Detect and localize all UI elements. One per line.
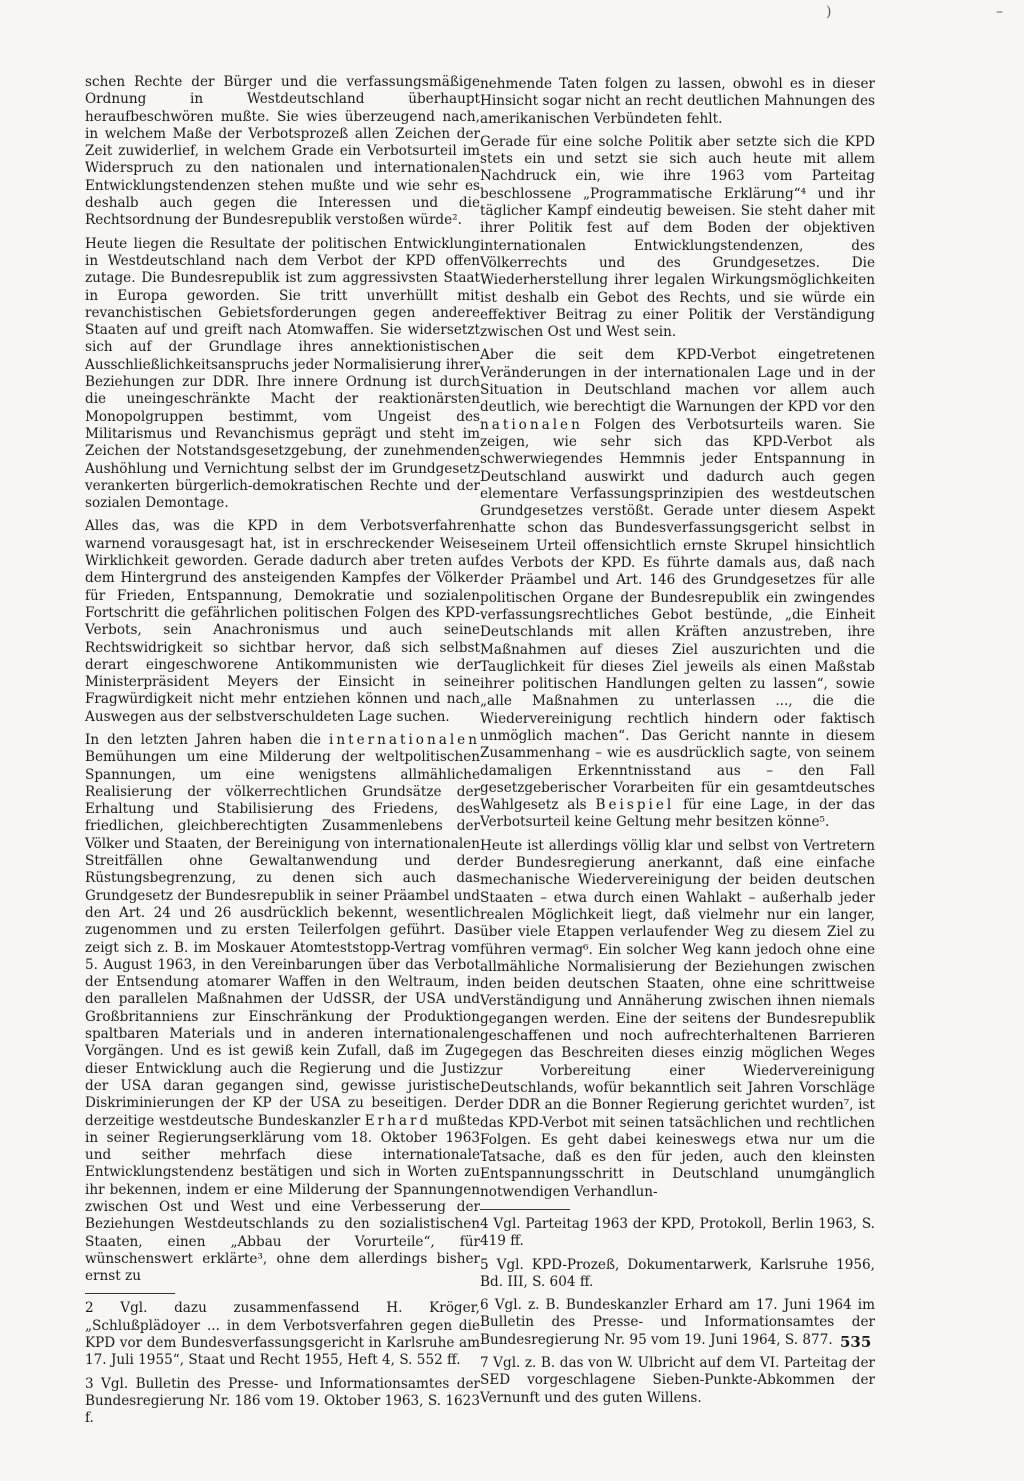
footnote-rule: [85, 1293, 175, 1294]
paragraph: Alles das, was die KPD in dem Verbotsverfahren warnend vorausgesagt hat, ist in erschreckender Weise Wirklichkeit geworden. Gerade dadurch aber treten auf dem Hintergrund des ansteigenden Kampfes der Völker für Frieden, Entspannung, Demokratie und sozialen Fortschritt die gefährlichen politischen Folgen des KPD-Verbots, sein Anachronismus und auch seine Rechtswidrigkeit so sichtbar hervor, daß sich selbst derart eingeschworene Antikommunisten wie der Ministerpräsident Meyers der Einsicht in seine Fragwürdigkeit nicht mehr entziehen können und nach Auswegen aus der selbstverschuldeten Lage suchen.: [85, 518, 480, 725]
footnote: 5 Vgl. KPD-Prozeß, Dokumentarwerk, Karlsruhe 1956, Bd. III, S. 604 ff.: [480, 1256, 875, 1290]
footnote: 3 Vgl. Bulletin des Presse- und Informationsamtes der Bundesregierung Nr. 186 vom 19. Oktober 1963, S. 1623 f.: [85, 1375, 480, 1427]
spaced-emphasis: nationalen: [480, 416, 583, 433]
paragraph: nehmende Taten folgen zu lassen, obwohl es in dieser Hinsicht sogar nicht an recht deutlichen Mahnungen des amerikanischen Verbündeten fehlt.: [480, 76, 875, 127]
left-column: [85, 74, 480, 1434]
footnote-rule: [480, 1209, 570, 1210]
edge-mark-top: ): [826, 4, 832, 20]
paragraph: [480, 347, 875, 831]
paragraph: Heute ist allerdings völlig klar und selbst von Vertretern der Bundesregierung anerkannt, daß eine einfache mechanische Wiedervereinigung der beiden deutschen Staaten – etwa durch einen Wahlakt – außerhalb jeder realen Möglichkeit liegt, daß vielmehr nur ein langer, über viele Etappen verlaufender Weg zu diesem Ziel zu führen vermag⁶. Ein solcher Weg kann jedoch ohne eine allmähliche Normalisierung der Beziehungen zwischen den beiden deutschen Staaten, ohne eine schrittweise Verständigung und Annäherung zwischen ihnen niemals gegangen werden. Eine der seitens der Bundesrepublik geschaffenen und noch aufrechterhaltenen Barrieren gegen das Beschreiten dieses einzig möglichen Weges zur Vorbereitung einer Wiedervereinigung Deutschlands, wofür bekanntlich seit Jahren Vorschläge der DDR an die Bonner Regierung gerichtet wurden⁷, ist das KPD-Verbot mit seinen tatsächlichen und rechtlichen Folgen. Es geht dabei keineswegs etwa nur um die Tatsache, daß es den für jeden, auch den kleinsten Entspannungsschritt in Deutschland unumgänglich notwendigen Verhandlun-: [480, 837, 875, 1200]
footnote: 6 Vgl. z. B. Bundeskanzler Erhard am 17. Juni 1964 im Bulletin des Presse- und Informationsamtes der Bundesregierung Nr. 95 vom 19. Juni 1964, S. 877.: [480, 1297, 875, 1348]
paragraph: schen Rechte der Bürger und die verfassungsmäßige Ordnung in Westdeutschland überhaupt heraufbeschwören mußte. Sie wies überzeugend nach, in welchem Maße der Verbotsprozeß allen Zeichen der Zeit zuwiderlief, in welchem Grade ein Verbotsurteil im Widerspruch zu den nationalen und internationalen Entwicklungstendenzen stehen mußte und wie sehr es deshalb auch gegen die Interessen und die Rechtsordnung der Bundesrepublik verstoßen würde².: [85, 74, 480, 229]
text-run: Aber die seit dem KPD-Verbot eingetretenen Veränderungen in der internationalen Lage und in der Situation in Deutschland machen vor allem auch deutlich, wie berechtigt die Warnungen der KPD vor den: [480, 347, 875, 416]
edge-mark-corner: –: [996, 4, 1003, 20]
text-run: für eine Lage, in der das Verbotsurteil keine Geltung mehr besitzen könne⁵.: [480, 797, 876, 831]
text-run: Bemühungen um eine Milderung der weltpolitischen Spannungen, um eine wenigstens allmähliche Realisierung der völkerrechtlichen Grundsätze der Erhaltung und Stabilisierung des Friedens, des friedlichen, gleichberechtigten Zusammenlebens der Völker und Staaten, der Bereinigung von internationalen Streitfällen ohne Gewaltanwendung und der Rüstungsbegrenzung, zu denen sich auch das Grundgesetz der Bundesrepublik in seiner Präambel und den Art. 24 und 26 ausdrücklich bekennt, wesentlich zugenommen und zu ersten Teilerfolgen geführt. Das zeigt sich z. B. im Moskauer Atomteststopp-Vertrag vom 5. August 1963, in den Vereinbarungen über das Verbot der Entsendung atomarer Waffen in den Weltraum, in den parallelen Maßnahmen der UdSSR, der USA und Großbritanniens zur Einschränkung der Produktion spaltbaren Materials und in anderen internationalen Vorgängen. Und es ist gewiß kein Zufall, daß im Zuge dieser Entwicklung auch die Regierung und die Justiz der USA daran gegangen sind, gewisse juristische Diskriminierungen der KP der USA zu beseitigen. Der derzeitige westdeutsche Bundeskanzler: [85, 749, 480, 1129]
paragraph: [85, 732, 480, 1286]
footnote: 2 Vgl. dazu zusammenfassend H. Kröger, „Schlußplädoyer ... in dem Verbotsverfahren gegen die KPD vor dem Bundesverfassungsgericht in Karlsruhe am 17. Juli 1955“, Staat und Recht 1955, Heft 4, S. 552 ff.: [85, 1300, 480, 1369]
spaced-emphasis: internationalen: [329, 731, 480, 748]
right-column: [480, 76, 875, 1413]
footnote: 4 Vgl. Parteitag 1963 der KPD, Protokoll, Berlin 1963, S. 419 ff.: [480, 1216, 875, 1250]
text-run: mußte in seiner Regierungserklärung vom 18. Oktober 1963 und seither mehrfach diese internationale Entwicklungstendenz bestätigen und sich in Worten zu ihr bekennen, indem er eine Milderung der Spannungen zwischen Ost und West und eine Verbesserung der Beziehungen Westdeutschlands zu den sozialistischen Staaten, einen „Abbau der Vorurteile“, für wünschenswert erklärte³, ohne dem allerdings bisher ernst zu: [85, 1112, 480, 1285]
paragraph: Heute liegen die Resultate der politischen Entwicklung in Westdeutschland nach dem Verbot der KPD offen zutage. Die Bundesrepublik ist zum aggressivsten Staat in Europa geworden. Sie tritt unverhüllt mit revanchistischen Gebietsforderungen gegen andere Staaten auf und greift nach Atomwaffen. Sie widersetzt sich auf der Grundlage ihres annektionistischen Ausschließlichkeitsanspruchs jeder Normalisierung ihrer Beziehungen zur DDR. Ihre innere Ordnung ist durch die uneingeschränkte Macht der reaktionärsten Monopolgruppen bestimmt, vom Ungeist des Militarismus und Revanchismus geprägt und steht im Zeichen der Notstandsgesetzgebung, der zunehmenden Aushöhlung und Vernichtung selbst der im Grundgesetz verankerten bürgerlich-demokratischen Rechte und der sozialen Demontage.: [85, 235, 480, 512]
spaced-emphasis: Beispiel: [595, 797, 675, 814]
text-run: In den letzten Jahren haben die: [85, 731, 330, 748]
page-number: 535: [840, 1333, 872, 1351]
text-run: Folgen des Verbotsurteils waren. Sie zeigen, wie sehr sich das KPD-Verbot als schwerwiegendes Hemmnis jeder Entspannung in Deutschland auswirkt und dadurch auch gegen elementare Verfassungsprinzipien des westdeutschen Grundgesetzes verstößt. Gerade unter diesem Aspekt hatte schon das Bundesverfassungsgericht selbst in seinem Urteil offensichtlich ernste Skrupel hinsichtlich des Verbots der KPD. Es führte damals aus, daß nach der Präambel und Art. 146 des Grundgesetzes für alle politischen Organe der Bundesrepublik ein zwingendes verfassungsrechtliches Gebot bestünde, „die Einheit Deutschlands mit allen Kräften anzustreben, ihre Maßnahmen auf dieses Ziel auszurichten und die Tauglichkeit für dieses Ziel jeweils als einen Maßstab ihrer politischen Handlungen gelten zu lassen“, sowie „alle Maßnahmen zu unterlassen ..., die die Wiedervereinigung rechtlich hindern oder faktisch unmöglich machen“. Das Gericht nannte in diesem Zusammenhang – wie es ausdrücklich sagte, von seinem damaligen Erkenntnisstand aus – den Fall gesetzgeberischer Vorarbeiten für ein gesamtdeutsches Wahlgesetz als: [480, 416, 875, 814]
footnote: 7 Vgl. z. B. das von W. Ulbricht auf dem VI. Parteitag der SED vorgeschlagene Sieben-Punkte-Abkommen der Vernunft und des guten Willens.: [480, 1355, 875, 1406]
spaced-emphasis: Erhard: [364, 1112, 432, 1129]
paragraph: Gerade für eine solche Politik aber setzte sich die KPD stets ein und setzt sie sich auch heute mit allem Nachdruck ein, wie ihre 1963 vom Parteitag beschlossene „Programmatische Erklärung“⁴ und ihr täglicher Kampf eindeutig beweisen. Sie steht daher mit ihrer Politik fest auf dem Boden der objektiven internationalen Entwicklungstendenzen, des Völkerrechts und des Grundgesetzes. Die Wiederherstellung ihrer legalen Wirkungsmöglichkeiten ist deshalb ein Gebot des Rechts, und sie würde ein effektiver Beitrag zu einer Politik der Verständigung zwischen Ost und West sein.: [480, 133, 875, 341]
